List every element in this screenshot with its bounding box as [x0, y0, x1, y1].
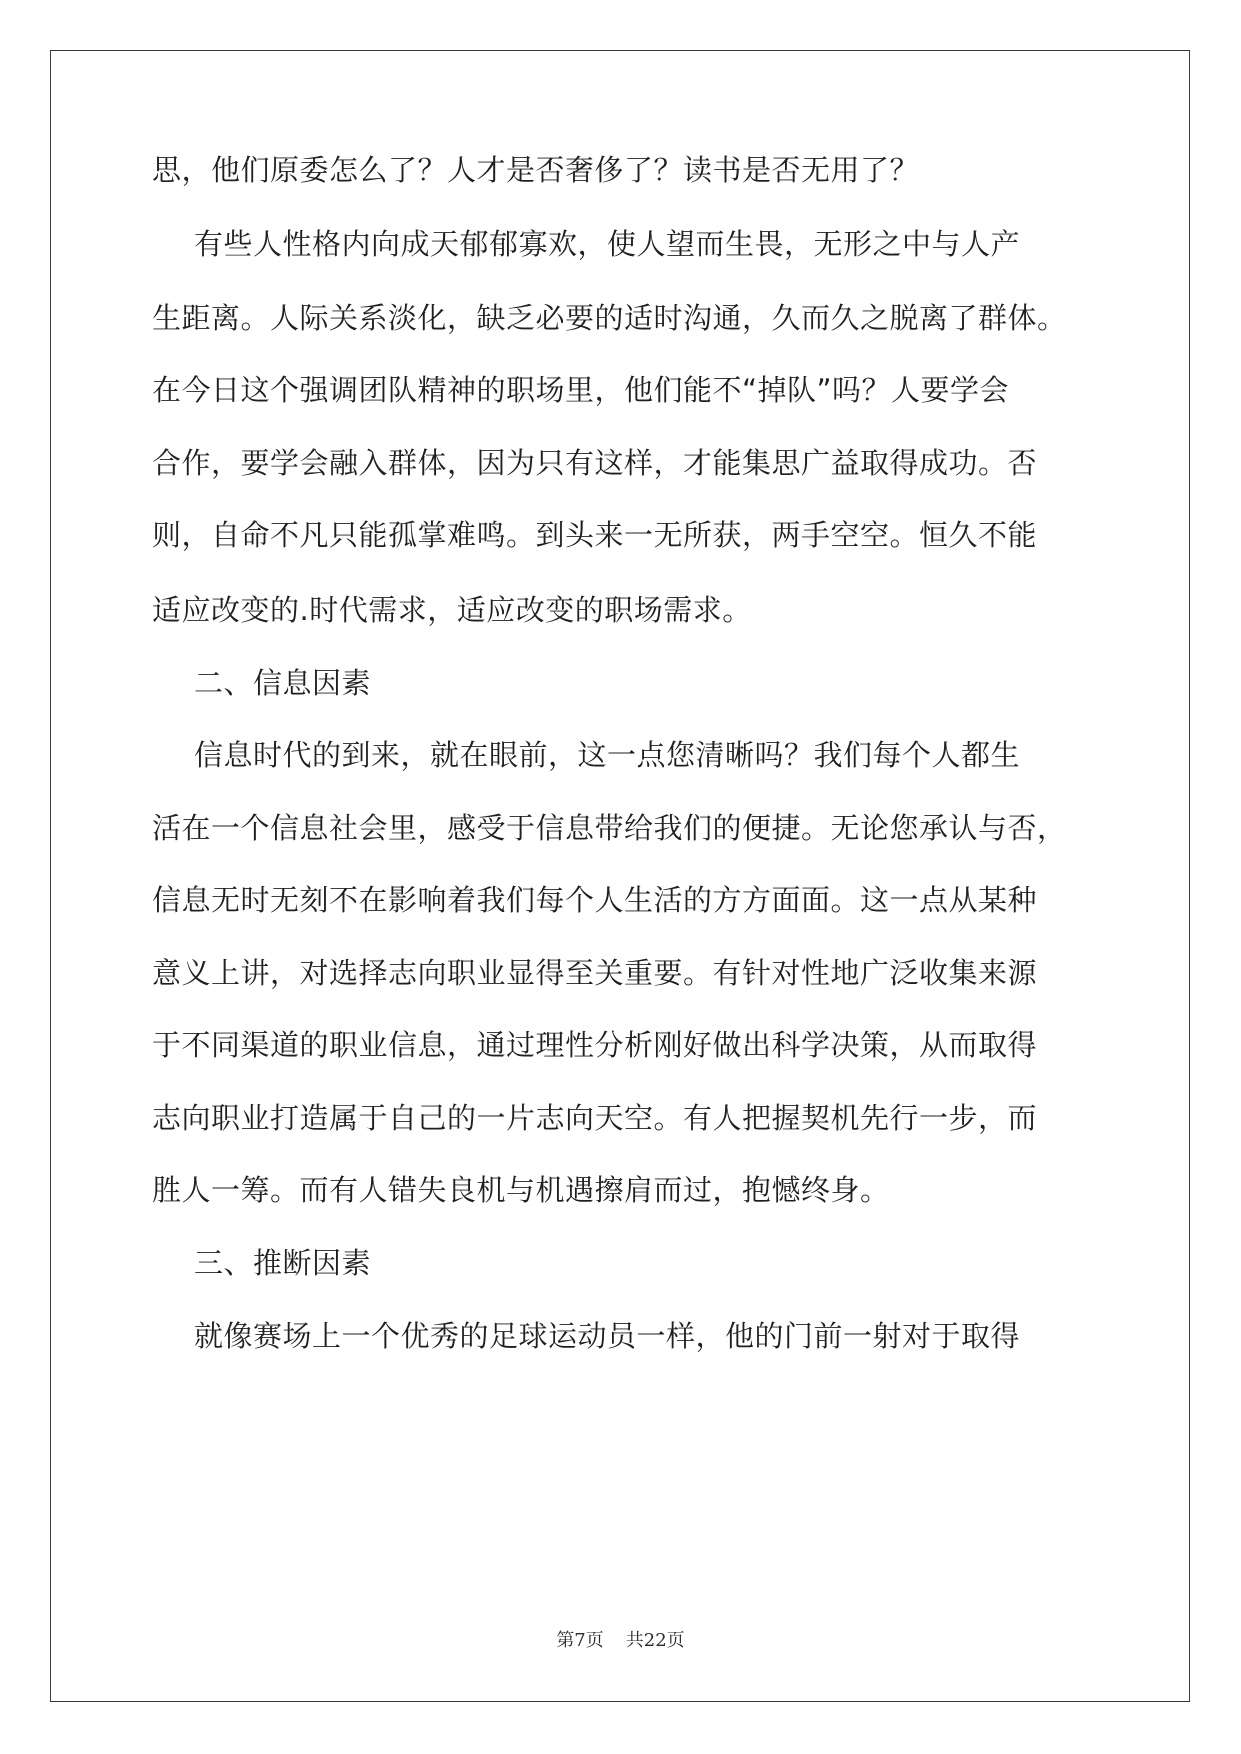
paragraph-start-line: 信息时代的到来，就在眼前，这一点您清晰吗？我们每个人都生 [194, 738, 1021, 772]
text-line: 活在一个信息社会里，感受于信息带给我们的便捷。无论您承认与否， [152, 811, 1067, 845]
text-line: 则，自命不凡只能孤掌难鸣。到头来一无所获，两手空空。恒久不能 [152, 518, 1038, 552]
text-line: 信息无时无刻不在影响着我们每个人生活的方方面面。这一点从某种 [152, 883, 1038, 917]
paragraph-start-line: 就像赛场上一个优秀的足球运动员一样，他的门前一射对于取得 [194, 1319, 1021, 1353]
text-line: 思，他们原委怎么了？人才是否奢侈了？读书是否无用了？ [152, 153, 920, 187]
page-number: 第7页 [556, 1630, 604, 1651]
text-line: 志向职业打造属于自己的一片志向天空。有人把握契机先行一步，而 [152, 1101, 1038, 1135]
text-line: 合作，要学会融入群体，因为只有这样，才能集思广益取得成功。否 [152, 446, 1038, 480]
text-line: 生距离。人际关系淡化，缺乏必要的适时沟通，久而久之脱离了群体。 [152, 301, 1067, 335]
section-heading: 二、信息因素 [194, 666, 372, 700]
section-heading: 三、推断因素 [194, 1246, 372, 1280]
page-footer [0, 1626, 1241, 1652]
text-line: 适应改变的.时代需求，适应改变的职场需求。 [152, 593, 752, 627]
text-line: 在今日这个强调团队精神的职场里，他们能不“掉队”吗？人要学会 [152, 373, 1010, 407]
text-line: 于不同渠道的职业信息，通过理性分析刚好做出科学决策，从而取得 [152, 1028, 1038, 1062]
paragraph-start-line: 有些人性格内向成天郁郁寡欢，使人望而生畏，无形之中与人产 [194, 227, 1021, 261]
text-line: 胜人一筹。而有人错失良机与机遇擦肩而过，抱憾终身。 [152, 1173, 890, 1207]
page-total: 共22页 [625, 1630, 685, 1651]
text-line: 意义上讲，对选择志向职业显得至关重要。有针对性地广泛收集来源 [152, 956, 1038, 990]
